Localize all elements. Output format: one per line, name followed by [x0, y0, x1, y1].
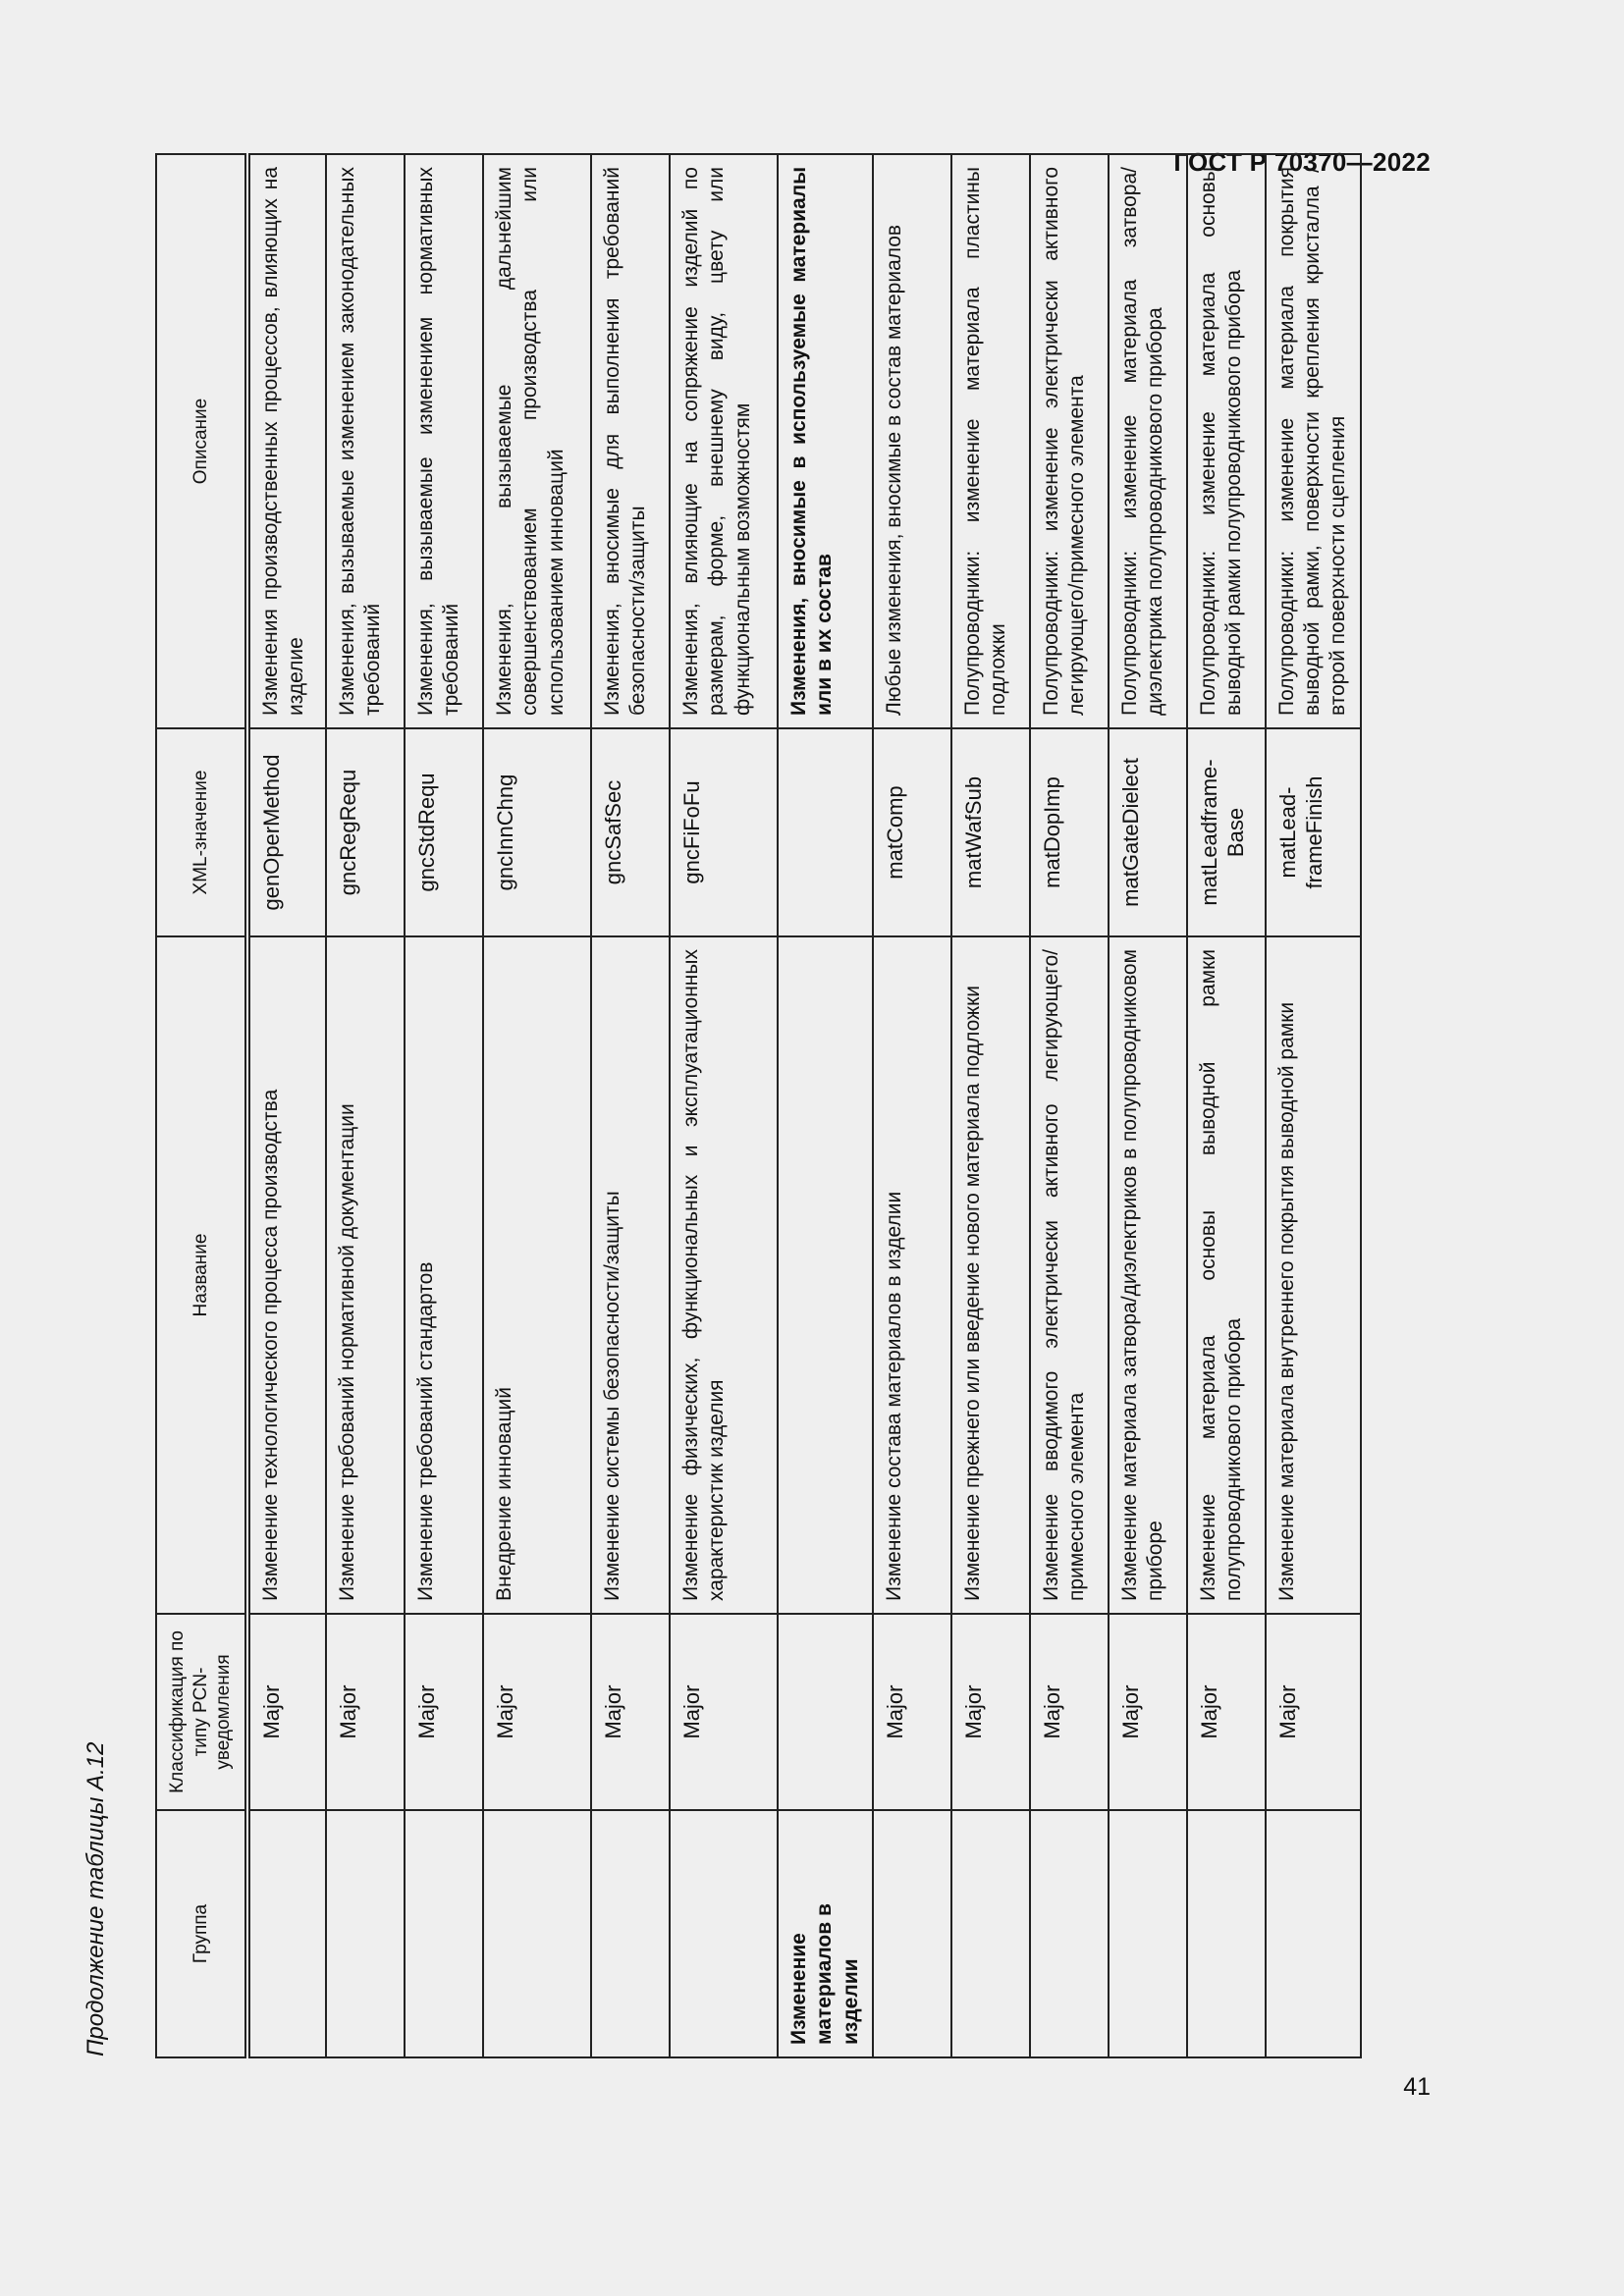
table-row	[778, 154, 873, 2057]
table-row	[1187, 154, 1266, 2057]
table-row	[483, 154, 591, 2057]
cell-group	[1266, 1810, 1361, 2057]
cell-classification: Major	[1109, 1614, 1187, 1810]
cell-name: Изменение материала затвора/диэлектриков в полупроводниковом приборе	[1109, 936, 1187, 1614]
cell-classification: Major	[951, 1614, 1030, 1810]
cell-xml-value: gncRegRequ	[326, 728, 405, 936]
cell-group	[591, 1810, 670, 2057]
column-header-classification: Классификация по типу PCN-уведомления	[156, 1614, 247, 1810]
cell-description: Полупроводники: изменение материала пластины подложки	[951, 154, 1030, 728]
cell-group	[326, 1810, 405, 2057]
cell-xml-value: gncInnChng	[483, 728, 591, 936]
cell-classification: Major	[1030, 1614, 1109, 1810]
cell-xml-value: matComp	[873, 728, 951, 936]
cell-xml-value: matDopImp	[1030, 728, 1109, 936]
cell-name: Изменение состава материалов в изделии	[873, 936, 951, 1614]
cell-classification: Major	[483, 1614, 591, 1810]
cell-name: Изменение прежнего или введение нового материала подложки	[951, 936, 1030, 1614]
cell-classification: Major	[405, 1614, 483, 1810]
standard-designation: ГОСТ Р 70370—2022	[1173, 147, 1431, 177]
cell-group	[873, 1810, 951, 2057]
cell-classification: Major	[670, 1614, 778, 1810]
cell-description: Полупроводники: изменение материала покрытия выводной рамки, поверхности крепления кристалла /второй поверхности сцепления	[1266, 154, 1361, 728]
table-row	[247, 154, 326, 2057]
cell-description: Полупроводники: изменение материала затвора/диэлектрика полупроводникового прибора	[1109, 154, 1187, 728]
table-row	[591, 154, 670, 2057]
cell-name: Изменение требований стандартов	[405, 936, 483, 1614]
cell-name: Изменение физических, функциональных и эксплуатационных характеристик изделия	[670, 936, 778, 1614]
cell-name: Изменение требований нормативной документации	[326, 936, 405, 1614]
table-row	[326, 154, 405, 2057]
cell-classification: Major	[326, 1614, 405, 1810]
cell-description: Полупроводники: изменение материала основы выводной рамки полупроводникового прибора	[1187, 154, 1266, 728]
table-row	[1266, 154, 1361, 2057]
cell-description: Изменения, вызываемые дальнейшим совершенствованием производства или использованием инноваций	[483, 154, 591, 728]
column-header-group: Группа	[156, 1810, 247, 2057]
cell-xml-value: gncSafSec	[591, 728, 670, 936]
cell-xml-value: matGateDielect	[1109, 728, 1187, 936]
table-row	[1109, 154, 1187, 2057]
cell-xml-value: matLead-frameFinish	[1266, 728, 1361, 936]
cell-group	[1109, 1810, 1187, 2057]
table-caption: Продолжение таблицы А.12	[82, 1741, 109, 2056]
pcn-table	[155, 153, 1362, 2058]
column-header-description: Описание	[156, 154, 247, 728]
cell-description: Изменения, вызываемые изменением законодательных требований	[326, 154, 405, 728]
cell-name	[778, 936, 873, 1614]
cell-description: Любые изменения, вносимые в состав материалов	[873, 154, 951, 728]
cell-classification: Major	[873, 1614, 951, 1810]
table-header-row	[156, 154, 247, 2057]
cell-description: Изменения, вызываемые изменением нормативных требований	[405, 154, 483, 728]
rotated-table-wrapper	[155, 155, 1358, 2058]
cell-description: Изменения, влияющие на сопряжение изделий по размерам, форме, внешнему виду, цвету или функциональным возможностям	[670, 154, 778, 728]
table-row	[1030, 154, 1109, 2057]
cell-group	[670, 1810, 778, 2057]
cell-group	[1187, 1810, 1266, 2057]
cell-description: Изменения производственных процессов, влияющих на изделие	[247, 154, 326, 728]
cell-classification: Major	[1187, 1614, 1266, 1810]
table-row	[951, 154, 1030, 2057]
cell-name: Изменение материала основы выводной рамки полупроводникового прибора	[1187, 936, 1266, 1614]
cell-group	[483, 1810, 591, 2057]
cell-name: Изменение материала внутреннего покрытия выводной рамки	[1266, 936, 1361, 1614]
cell-classification: Major	[1266, 1614, 1361, 1810]
cell-classification: Major	[247, 1614, 326, 1810]
cell-xml-value: gncFiFoFu	[670, 728, 778, 936]
cell-name: Изменение вводимого электрически активного легирующего/примесного элемента	[1030, 936, 1109, 1614]
cell-name: Внедрение инноваций	[483, 936, 591, 1614]
cell-xml-value: genOperMethod	[247, 728, 326, 936]
cell-xml-value: matLeadframe-Base	[1187, 728, 1266, 936]
cell-description: Изменения, вносимые для выполнения требований безопасности/защиты	[591, 154, 670, 728]
cell-xml-value: gncStdRequ	[405, 728, 483, 936]
cell-name: Изменение системы безопасности/защиты	[591, 936, 670, 1614]
column-header-xml: XML-значение	[156, 728, 247, 936]
table-row	[670, 154, 778, 2057]
cell-xml-value: matWafSub	[951, 728, 1030, 936]
table-row	[873, 154, 951, 2057]
column-header-name: Название	[156, 936, 247, 1614]
cell-name: Изменение технологического процесса производства	[247, 936, 326, 1614]
cell-group	[951, 1810, 1030, 2057]
cell-xml-value	[778, 728, 873, 936]
cell-description: Полупроводники: изменение электрически активного легирующего/примесного элемента	[1030, 154, 1109, 728]
table-row	[405, 154, 483, 2057]
cell-group	[247, 1810, 326, 2057]
cell-classification: Major	[591, 1614, 670, 1810]
page-number: 41	[1403, 2073, 1431, 2101]
cell-classification	[778, 1614, 873, 1810]
cell-description: Изменения, вносимые в используемые материалы или в их состав	[778, 154, 873, 728]
cell-group	[405, 1810, 483, 2057]
cell-group	[1030, 1810, 1109, 2057]
cell-group: Изменение материалов в изделии	[778, 1810, 873, 2057]
